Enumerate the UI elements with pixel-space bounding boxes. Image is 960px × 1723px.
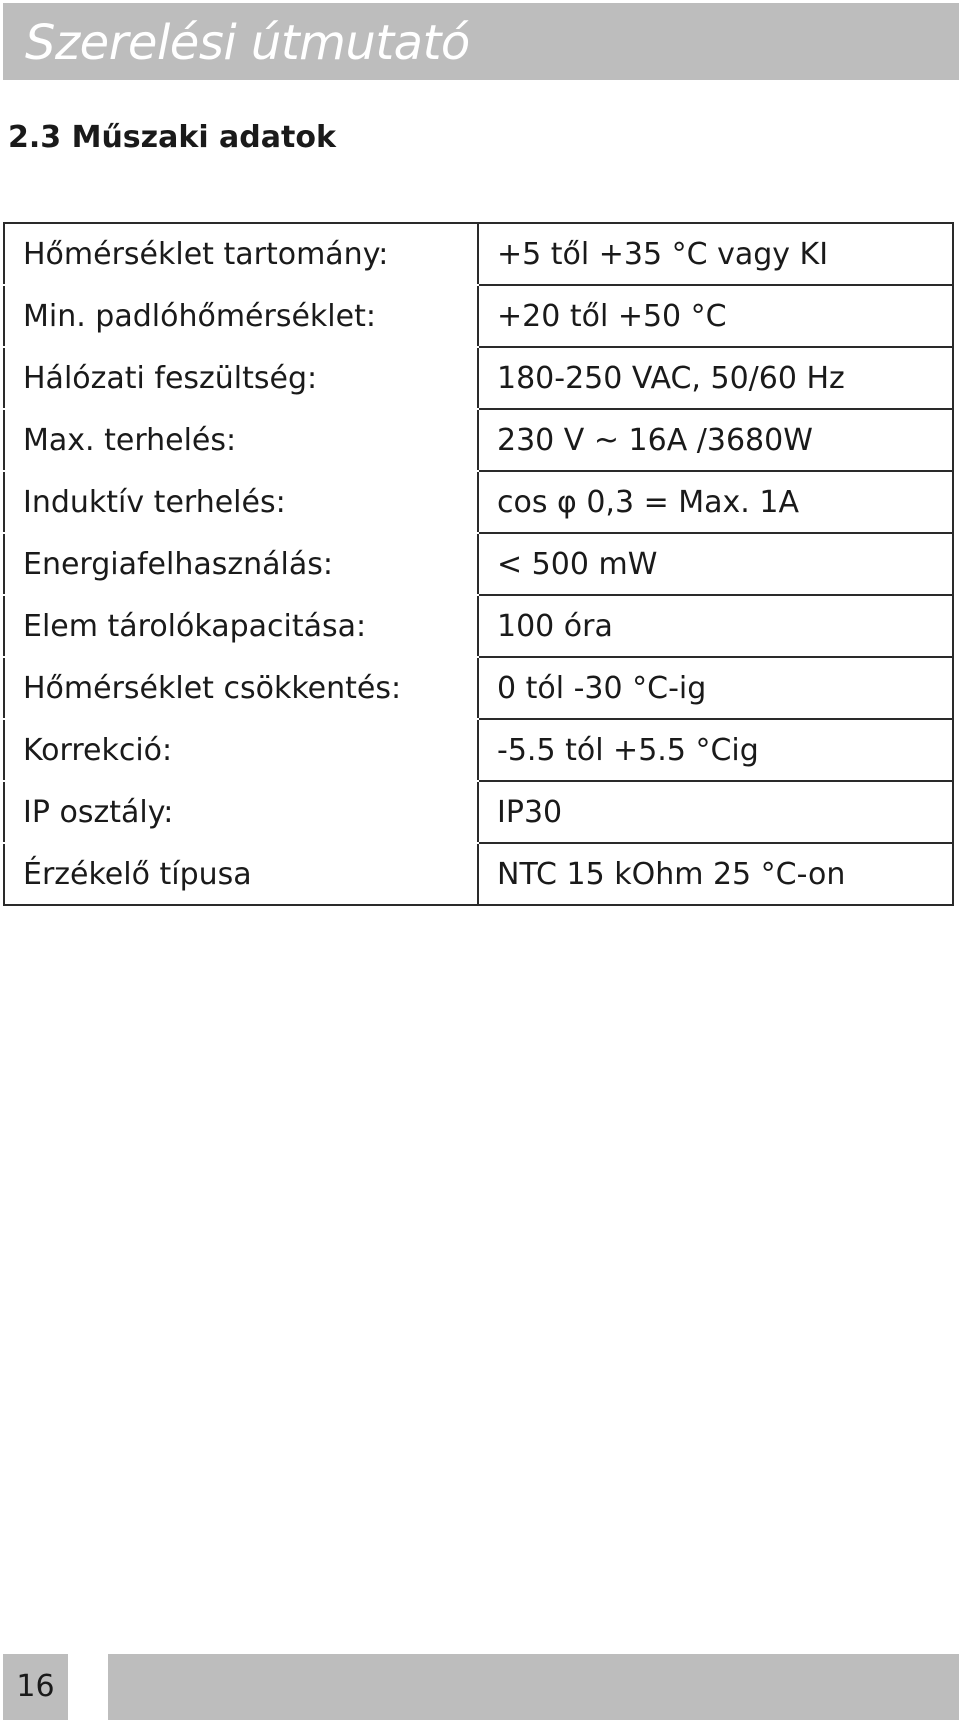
spec-value: 230 V ~ 16A /3680W xyxy=(478,409,953,471)
spec-label: IP osztály: xyxy=(4,781,478,843)
table-row xyxy=(4,285,953,347)
spec-value: NTC 15 kOhm 25 °C-on xyxy=(478,843,953,905)
spec-value: < 500 mW xyxy=(478,533,953,595)
spec-label: Energiafelhasználás: xyxy=(4,533,478,595)
spec-value: +20 től +50 °C xyxy=(478,285,953,347)
table-row xyxy=(4,533,953,595)
spec-label: Hálózati feszültség: xyxy=(4,347,478,409)
table-row xyxy=(4,657,953,719)
technical-data-table xyxy=(3,222,954,906)
spec-label: Induktív terhelés: xyxy=(4,471,478,533)
spec-label: Hőmérséklet csökkentés: xyxy=(4,657,478,719)
spec-label: Hőmérséklet tartomány: xyxy=(4,223,478,285)
section-heading: 2.3 Műszaki adatok xyxy=(8,120,336,155)
spec-label: Max. terhelés: xyxy=(4,409,478,471)
spec-label: Érzékelő típusa xyxy=(4,843,478,905)
table-row xyxy=(4,347,953,409)
spec-value: IP30 xyxy=(478,781,953,843)
spec-value: cos φ 0,3 = Max. 1A xyxy=(478,471,953,533)
table-row xyxy=(4,719,953,781)
document-title: Szerelési útmutató xyxy=(25,15,470,71)
table-row xyxy=(4,471,953,533)
table-row xyxy=(4,409,953,471)
spec-label: Min. padlóhőmérséklet: xyxy=(4,285,478,347)
footer-band xyxy=(108,1654,959,1720)
table-row xyxy=(4,781,953,843)
page-number-box xyxy=(3,1654,68,1720)
spec-label: Korrekció: xyxy=(4,719,478,781)
page-number: 16 xyxy=(16,1669,55,1704)
table-row xyxy=(4,595,953,657)
table-row xyxy=(4,223,953,285)
spec-value: +5 től +35 °C vagy KI xyxy=(478,223,953,285)
spec-value: 0 tól -30 °C-ig xyxy=(478,657,953,719)
spec-value: -5.5 tól +5.5 °Cig xyxy=(478,719,953,781)
header-band xyxy=(3,3,959,80)
spec-value: 100 óra xyxy=(478,595,953,657)
table-row xyxy=(4,843,953,905)
spec-value: 180-250 VAC, 50/60 Hz xyxy=(478,347,953,409)
spec-label: Elem tárolókapacitása: xyxy=(4,595,478,657)
